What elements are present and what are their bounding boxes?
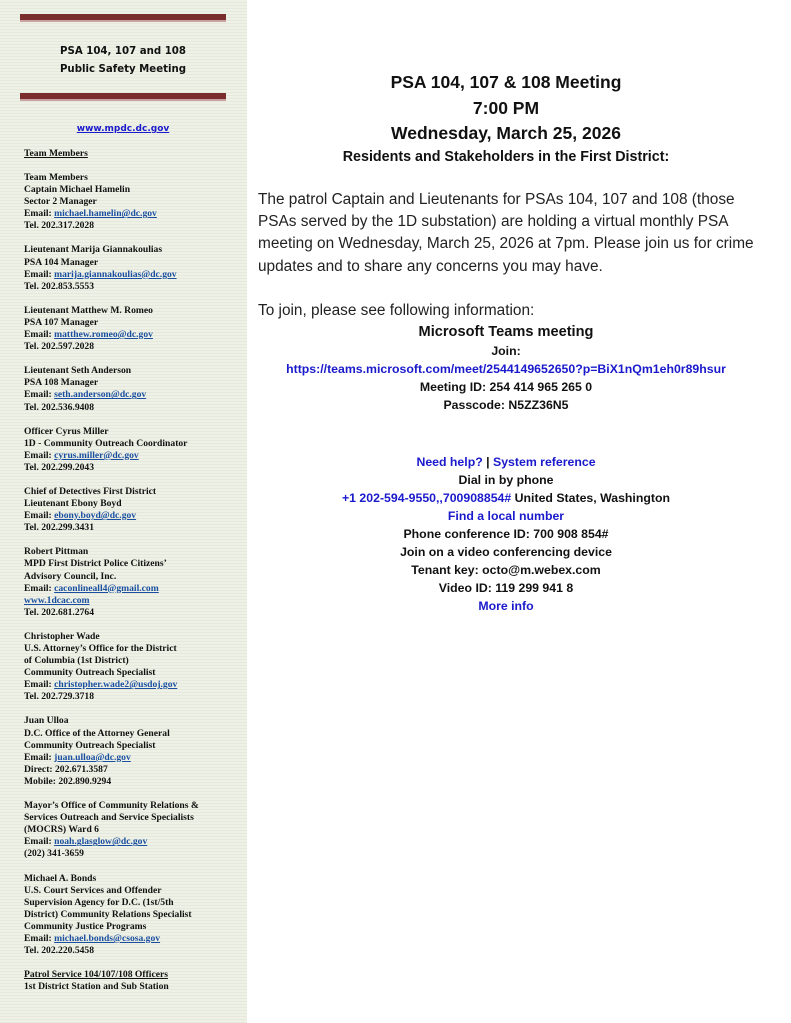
- more-info-link[interactable]: More info: [478, 599, 534, 614]
- email-label: Email:: [24, 836, 55, 848]
- contact-line: Advisory Council, Inc.: [24, 570, 117, 582]
- meeting-time: 7:00 PM: [472, 97, 540, 118]
- teams-title: Microsoft Teams meeting: [418, 324, 594, 341]
- contact-line: [24, 208, 244, 220]
- contact-line: 1D - Community Outreach Coordinator: [24, 437, 188, 449]
- contact-link[interactable]: matthew.romeo@dc.gov: [54, 329, 153, 341]
- contact-line: Juan Ulloa: [24, 715, 69, 727]
- email-label: Email:: [24, 510, 55, 522]
- spacer: [258, 415, 754, 453]
- find-local-number-link[interactable]: Find a local number: [447, 508, 565, 523]
- dial-in-label: Dial in by phone: [458, 472, 554, 487]
- contact-line: Tel. 202.729.3718: [24, 691, 95, 703]
- contact-line: Direct: 202.671.3587: [24, 763, 108, 775]
- meeting-subtitle: Residents and Stakeholders in the First District:: [342, 148, 670, 165]
- contact-line: [24, 836, 244, 848]
- contact-line: Robert Pittman: [24, 546, 89, 558]
- contact-link[interactable]: christopher.wade2@usdoj.gov: [54, 679, 178, 691]
- join-label: Join:: [491, 344, 521, 359]
- video-id: Video ID: 119 299 941 8: [438, 581, 574, 596]
- contact-line: [24, 583, 244, 595]
- contact-line: Lieutenant Matthew M. Romeo: [24, 304, 153, 316]
- contact-line: Lieutenant Ebony Boyd: [24, 498, 122, 510]
- email-label: Email:: [24, 449, 55, 461]
- contact-line: Mayor’s Office of Community Relations &: [24, 800, 199, 812]
- contact-line: Supervision Agency for D.C. (1st/5th: [24, 896, 174, 908]
- join-intro: To join, please see following information:: [258, 302, 535, 320]
- contact-line: U.S. Attorney’s Office for the District: [24, 643, 177, 654]
- contact-line: [24, 329, 244, 341]
- help-row: [258, 453, 754, 471]
- email-label: Email:: [24, 582, 55, 594]
- contact-block: [24, 873, 244, 958]
- contact-line: Officer Cyrus Miller: [24, 425, 109, 437]
- contact-line: [24, 752, 244, 764]
- contact-block: [24, 426, 244, 474]
- contact-line: Tel. 202.299.2043: [24, 461, 95, 473]
- contact-block: [24, 715, 244, 788]
- contact-block: [24, 305, 244, 353]
- contact-line: [24, 510, 244, 522]
- email-label: Email:: [24, 751, 55, 763]
- contact-line: [24, 933, 244, 945]
- contact-line: [24, 679, 244, 691]
- contact-block: [24, 546, 244, 619]
- contact-link[interactable]: marija.giannakoulias@dc.gov: [54, 268, 177, 280]
- email-label: Email:: [24, 932, 55, 944]
- contact-line: U.S. Court Services and Offender: [24, 884, 162, 896]
- contact-line: Mobile: 202.890.9294: [24, 775, 112, 787]
- meeting-id: Meeting ID: 254 414 965 265 0: [419, 380, 593, 395]
- contact-line: Tel. 202.536.9408: [24, 401, 95, 413]
- contact-line: [24, 595, 244, 607]
- contact-line: Tel. 202.299.3431: [24, 522, 95, 534]
- sidebar-title-line2: Public Safety Meeting: [59, 64, 187, 75]
- contact-block: [24, 365, 244, 413]
- contact-link[interactable]: juan.ulloa@dc.gov: [54, 751, 131, 763]
- contact-line: Captain Michael Hamelin: [24, 184, 131, 196]
- contact-link[interactable]: caconlineall4@gmail.com: [54, 582, 159, 594]
- contact-block: [24, 969, 244, 993]
- contact-block: [24, 172, 244, 232]
- phone-location: United States, Washington: [511, 490, 670, 505]
- contact-block: [24, 800, 244, 860]
- contact-block: [24, 244, 244, 292]
- contact-line: Community Outreach Specialist: [24, 667, 156, 679]
- email-label: Email:: [24, 268, 55, 280]
- meeting-date: Wednesday, March 25, 2026: [391, 123, 621, 143]
- contact-line: Team Members: [24, 172, 88, 183]
- contact-line: Lieutenant Marija Giannakoulias: [24, 244, 163, 256]
- need-help-link[interactable]: Need help?: [416, 454, 483, 469]
- contact-line: Tel. 202.317.2028: [24, 220, 95, 232]
- contact-line: Sector 2 Manager: [24, 196, 97, 208]
- contact-line: PSA 108 Manager: [24, 377, 99, 389]
- passcode: Passcode: N5ZZ36N5: [443, 398, 569, 413]
- email-label: Email:: [24, 679, 55, 691]
- contact-link[interactable]: www.1dcac.com: [24, 594, 90, 606]
- separator: |: [482, 454, 493, 469]
- contact-line: Michael A. Bonds: [24, 872, 97, 884]
- contact-line: Community Outreach Specialist: [24, 739, 156, 751]
- tenant-key: Tenant key: octo@m.webex.com: [411, 563, 601, 578]
- sidebar: [0, 0, 247, 1023]
- sidebar-title: [20, 43, 226, 79]
- phone-row: [258, 489, 754, 507]
- contact-line: Tel. 202.681.2764: [24, 606, 95, 618]
- contact-block: [24, 631, 244, 704]
- contact-line: District) Community Relations Specialist: [24, 908, 192, 920]
- contact-link[interactable]: noah.glasglow@dc.gov: [54, 836, 148, 848]
- team-heading: Team Members: [24, 148, 88, 159]
- contact-link[interactable]: cyrus.miller@dc.gov: [54, 449, 139, 461]
- bottom-divider: [20, 93, 226, 101]
- contact-link[interactable]: ebony.boyd@dc.gov: [54, 510, 137, 522]
- contact-line: PSA 107 Manager: [24, 316, 99, 328]
- main-content: [258, 70, 754, 615]
- contact-line: [24, 269, 244, 281]
- contact-line: MPD First District Police Citizens’: [24, 558, 167, 570]
- contact-line: Tel. 202.853.5553: [24, 280, 95, 292]
- contact-line: Tel. 202.597.2028: [24, 341, 95, 353]
- top-divider: [20, 14, 226, 22]
- email-label: Email:: [24, 389, 55, 401]
- contact-link[interactable]: michael.hamelin@dc.gov: [54, 208, 157, 220]
- email-label: Email:: [24, 329, 55, 341]
- contact-line: Services Outreach and Service Specialists: [24, 812, 194, 824]
- phone-number-link[interactable]: +1 202-594-9550,,700908854#: [342, 490, 512, 505]
- website-link[interactable]: www.mpdc.dc.gov: [76, 124, 170, 134]
- meeting-description: The patrol Captain and Lieutenants for PSAs 104, 107 and 108 (those PSAs served by the 1D substation) are holding a virtual monthly PSA meeting on Wednesday, March 25, 2026 at 7pm. Please join us for crime updates and to share any concerns you may have.: [258, 190, 754, 275]
- contact-line: Tel. 202.220.5458: [24, 945, 95, 957]
- conference-id: Phone conference ID: 700 908 854#: [403, 526, 609, 541]
- contact-line: Community Justice Programs: [24, 920, 147, 932]
- contact-line: Chief of Detectives First District: [24, 485, 157, 497]
- meeting-title: PSA 104, 107 & 108 Meeting: [390, 72, 622, 92]
- contact-link[interactable]: michael.bonds@csosa.gov: [54, 932, 161, 944]
- contact-line: 1st District Station and Sub Station: [24, 981, 169, 993]
- video-device-label: Join on a video conferencing device: [400, 544, 612, 559]
- contact-line: D.C. Office of the Attorney General: [24, 727, 170, 739]
- contact-line: Patrol Service 104/107/108 Officers: [24, 969, 168, 981]
- join-url-link[interactable]: https://teams.microsoft.com/meet/2544149652650?p=BiX1nQm1eh0r89hsur: [286, 362, 726, 377]
- contact-link[interactable]: seth.anderson@dc.gov: [54, 389, 147, 401]
- contact-line: Lieutenant Seth Anderson: [24, 365, 132, 377]
- contact-line: [24, 450, 244, 462]
- contact-line: [24, 389, 244, 401]
- contact-line: (202) 341-3659: [24, 848, 84, 860]
- system-reference-link[interactable]: System reference: [493, 454, 596, 469]
- email-label: Email:: [24, 208, 55, 220]
- contact-block: [24, 486, 244, 534]
- contact-line: Christopher Wade: [24, 630, 100, 642]
- contact-line: PSA 104 Manager: [24, 256, 99, 268]
- contact-list: [24, 172, 244, 1005]
- contact-line: (MOCRS) Ward 6: [24, 824, 99, 836]
- sidebar-title-line1: PSA 104, 107 and 108: [60, 46, 186, 57]
- contact-line: of Columbia (1st District): [24, 655, 129, 667]
